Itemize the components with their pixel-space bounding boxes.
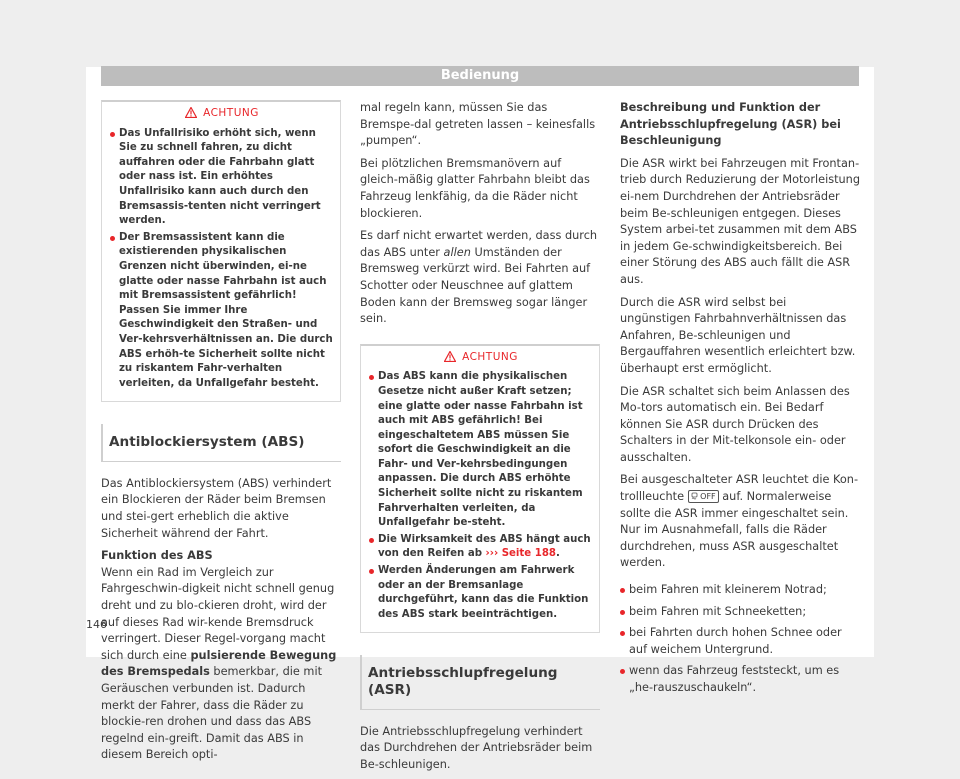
paragraph: Es darf nicht erwartet werden, dass durch das ABS unter allen Umständen der Bremsweg verkürzt wird. Bei Fahrten auf Schotter oder Neuschnee auf glattem Boden kann der Bremsweg sogar länger sein. (360, 229, 598, 326)
column-2 (360, 100, 600, 779)
warning-item: Das Unfallrisiko erhöht sich, wenn Sie zu schnell fahren, zu dicht auffahren oder die Fahrbahn glatt oder nass ist. Ein erhöhtes Unfallrisiko kann auch durch den Bremsassis-tenten nicht verringert werden. (110, 127, 334, 229)
abs-function-text: Wenn ein Rad im Vergleich zur Fahrgeschwin-digkeit nicht schnell genug dreht und zu blo-ckieren droht, wird der auf dieses Rad wir-kende Bremsdruck verringert. Dieser Regel-vorgang macht sich durch eine pulsierende Bewegung des Bremspedals bemerkbar, die mit Geräuschen verbunden ist. Dadurch merkt der Fahrer, dass die Räder zu blockie-ren drohen und dass das ABS regelnd ein-greift. Damit das ABS in diesem Bereich opti- (101, 565, 337, 762)
asr-description-heading: Beschreibung und Funktion der Antriebsschlupfregelung (ASR) bei Beschleunigung (620, 101, 841, 148)
warning-box (101, 100, 341, 402)
paragraph: Bei ausgeschalteter ASR leuchtet die Kon-trollleuchte OFF auf. Normalerweise sollte die ASR immer eingeschaltet sein. Nur im Ausnahmefall, falls die Räder durchdrehen, muss ASR ausgeschaltet werden. (620, 473, 859, 570)
paragraph: Die ASR schaltet sich beim Anlassen des Mo-tors automatisch ein. Bei Bedarf können Sie ASR durch Drücken des Schalters in der Mit-telkonsole ein- oder ausschalten. (620, 384, 850, 464)
asr-off-indicator: OFF (688, 490, 719, 503)
warning-item: Die Wirksamkeit des ABS hängt auch von den Reifen ab ››› Seite 188. (369, 533, 593, 562)
warning-triangle-icon (444, 351, 456, 362)
page-link[interactable]: ››› Seite 188 (485, 548, 557, 560)
section-title-abs: Antiblockiersystem (ABS) (101, 424, 341, 462)
warning-item: Werden Änderungen am Fahrwerk oder an der Bremsanlage durchgeführt, kann das die Funktion des ABS stark beeinträchtigen. (369, 564, 593, 622)
section-title-asr: Antriebsschlupfregelung (ASR) (360, 655, 600, 709)
skid-car-icon (691, 492, 698, 500)
warning-label: ACHTUNG (462, 350, 518, 363)
paragraph: Die ASR wirkt bei Fahrzeugen mit Frontan-trieb durch Reduzierung der Motorleistung ei-nem Durchdrehen der Antriebsräder beim Be-schleunigen entgegen. Dieses System arbei-tet zusammen mit dem ABS in jedem Ge-schwindigkeitsbereich. Bei einer Störung des ABS auch fällt die ASR aus. (620, 156, 861, 286)
list-item: wenn das Fahrzeug feststeckt, um es „he-rauszuschaukeln“. (620, 663, 860, 696)
paragraph: Durch die ASR wird selbst bei ungünstigen Fahrbahnverhältnissen das Anfahren, Be-schleunigen und Bergauffahren wesentlich erleichtert bzw. überhaupt erst ermöglicht. (620, 295, 856, 375)
abs-function-heading: Funktion des ABS (101, 549, 213, 563)
list-item: bei Fahrten durch hohen Schnee oder auf weichem Untergrund. (620, 625, 860, 658)
warning-heading (369, 350, 593, 365)
page-header: Bedienung (101, 66, 859, 86)
paragraph: Bei plötzlichen Bremsmanövern auf gleich-mäßig glatter Fahrbahn bleibt das Fahrzeug lenkfähig, da die Räder nicht blockieren. (360, 156, 590, 220)
abs-intro: Das Antiblockiersystem (ABS) verhindert ein Blockieren der Räder beim Bremsen und stei-gert erheblich die aktive Sicherheit während der Fahrt. (101, 476, 332, 540)
list-item: beim Fahren mit Schneeketten; (620, 604, 860, 621)
warning-label: ACHTUNG (203, 107, 259, 119)
asr-intro: Die Antriebsschlupfregelung verhindert das Durchdrehen der Antriebsräder beim Be-schleunigen. (360, 724, 593, 771)
warning-item: Das ABS kann die physikalischen Gesetze nicht außer Kraft setzen; eine glatte oder nasse Fahrbahn ist auch mit ABS gefährlich! Bei eingeschaltetem ABS müssen Sie sofort die Geschwindigkeit an die Fahr- und Ver-kehrsbedingungen anpassen. Die durch ABS erhöhte Sicherheit sollte nicht zu riskantem Fahrverhalten verleiten, da Unfallgefahr be-steht. (369, 370, 593, 531)
list-item: beim Fahren mit kleinerem Notrad; (620, 582, 860, 599)
paragraph: mal regeln kann, müssen Sie das Bremspe-dal getreten lassen – keinesfalls „pumpen“. (360, 101, 596, 148)
warning-item: Der Bremsassistent kann die existierenden physikalischen Grenzen nicht überwinden, ei-ne glatte oder nasse Fahrbahn ist auch mit Bremsassistent gefährlich! Passen Sie immer Ihre Geschwindigkeit den Straßen- und Ver-kehrsverhältnissen an. Die durch ABS erhöh-te Sicherheit sollte nicht zu riskantem Fahr-verhalten verleiten, da Unfallgefahr besteht. (110, 231, 334, 392)
column-1 (101, 100, 341, 770)
warning-triangle-icon (185, 107, 197, 118)
warning-box (360, 344, 600, 634)
column-3 (620, 100, 860, 702)
page-number: 146 (86, 618, 107, 631)
warning-heading (110, 106, 334, 121)
